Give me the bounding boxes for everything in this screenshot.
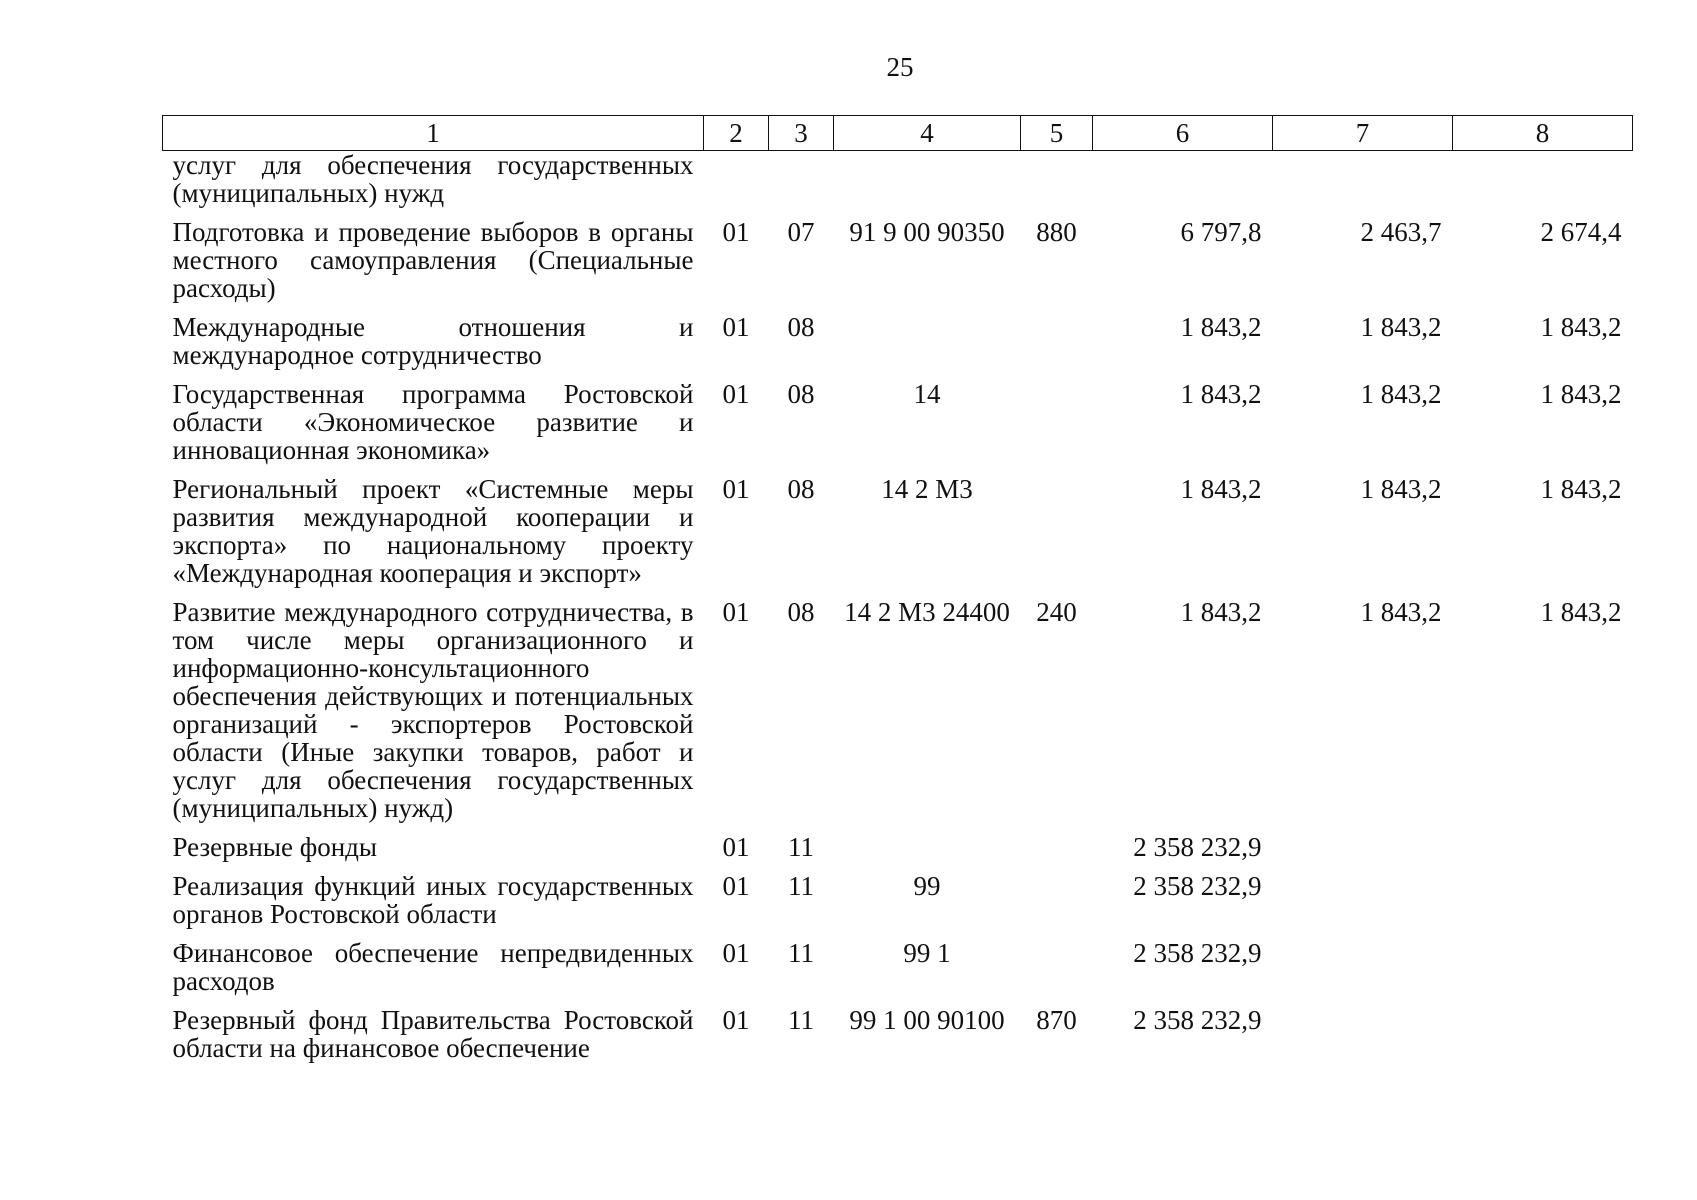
section-code: 01: [722, 597, 750, 627]
table-row: [163, 598, 1633, 833]
section-code: 01: [722, 312, 750, 342]
table-row: [163, 218, 1633, 313]
amount-col-7: [1273, 151, 1453, 219]
budget-table: [162, 115, 1633, 1073]
subsection-code: 11: [788, 938, 814, 968]
target-article-code: 14: [913, 379, 941, 409]
expense-type-code: 880: [1036, 217, 1077, 247]
header-col-5: 5: [1021, 116, 1093, 151]
expense-type-code: [1021, 151, 1093, 219]
amount-col-8: 2 674,4: [1540, 217, 1622, 247]
item-name: услуг для обеспечения государственных (муниципальных) нужд: [172, 150, 694, 208]
amount-col-8: [1453, 833, 1633, 872]
amount-col-8: [1453, 872, 1633, 939]
item-name: Подготовка и проведение выборов в органы местного самоуправления (Специальные расходы): [172, 217, 694, 303]
item-name: Резервный фонд Правительства Ростовской области на финансовое обеспечение: [172, 1005, 694, 1063]
amount-col-7: [1273, 833, 1453, 872]
subsection-code: 11: [788, 1005, 814, 1035]
section-code: 01: [722, 379, 750, 409]
target-article-code: 99: [913, 871, 941, 901]
header-col-1: 1: [163, 116, 704, 151]
expense-type-code: [1021, 475, 1093, 598]
amount-col-6: 1 843,2: [1180, 474, 1262, 504]
amount-col-7: 1 843,2: [1360, 474, 1442, 504]
amount-col-8: 1 843,2: [1540, 597, 1622, 627]
item-name: Развитие международного сотрудничества, в том числе меры организационного и информационно-консультационного обеспечения действующих и потенциальных организаций - экспортеров Ростовской области (Иные закупки товаров, работ и услуг для обеспечения государственных (муниципальных) нужд): [172, 597, 694, 823]
header-col-2: 2: [704, 116, 769, 151]
amount-col-8: [1453, 1006, 1633, 1073]
table-body: [163, 151, 1633, 1074]
target-article-code: 91 9 00 90350: [849, 217, 1005, 247]
subsection-code: 08: [787, 474, 815, 504]
header-col-6: 6: [1093, 116, 1273, 151]
amount-col-6: 2 358 232,9: [1133, 871, 1262, 901]
table-row: [163, 313, 1633, 380]
amount-col-7: 2 463,7: [1360, 217, 1442, 247]
target-article-code: [834, 313, 1021, 380]
table-header: [163, 116, 1633, 151]
item-name: Финансовое обеспечение непредвиденных расходов: [172, 938, 694, 996]
section-code: 01: [722, 938, 750, 968]
expense-type-code: 870: [1036, 1005, 1077, 1035]
table-row: [163, 380, 1633, 475]
header-col-3: 3: [769, 116, 834, 151]
amount-col-6: 1 843,2: [1180, 379, 1262, 409]
table-row: [163, 475, 1633, 598]
item-name: Региональный проект «Системные меры развития международной кооперации и экспорта» по национальному проекту «Международная кооперация и экспорт»: [172, 474, 694, 588]
table-row: [163, 1006, 1633, 1073]
amount-col-8: 1 843,2: [1540, 379, 1622, 409]
expense-type-code: [1021, 380, 1093, 475]
section-code: 01: [722, 474, 750, 504]
amount-col-6: 2 358 232,9: [1133, 1005, 1262, 1035]
table-row: [163, 833, 1633, 872]
amount-col-6: 1 843,2: [1180, 597, 1262, 627]
amount-col-8: 1 843,2: [1540, 474, 1622, 504]
subsection-code: 11: [788, 832, 814, 862]
amount-col-7: 1 843,2: [1360, 312, 1442, 342]
table-row: [163, 872, 1633, 939]
expense-type-code: [1021, 313, 1093, 380]
amount-col-7: [1273, 872, 1453, 939]
section-code: 01: [722, 832, 750, 862]
target-article-code: 99 1: [903, 938, 951, 968]
expense-type-code: [1021, 939, 1093, 1006]
expense-type-code: [1021, 872, 1093, 939]
item-name: Реализация функций иных государственных органов Ростовской области: [172, 871, 694, 929]
amount-col-7: 1 843,2: [1360, 379, 1442, 409]
subsection-code: 07: [787, 217, 815, 247]
target-article-code: [834, 833, 1021, 872]
table-row: [163, 151, 1633, 219]
amount-col-7: [1273, 939, 1453, 1006]
amount-col-6: 2 358 232,9: [1133, 832, 1262, 862]
header-col-8: 8: [1453, 116, 1633, 151]
subsection-code: 08: [787, 597, 815, 627]
target-article-code: 99 1 00 90100: [849, 1005, 1005, 1035]
section-code: [704, 151, 769, 219]
target-article-code: [834, 151, 1021, 219]
section-code: 01: [722, 1005, 750, 1035]
item-name: Международные отношения и международное сотрудничество: [172, 312, 694, 370]
amount-col-6: 2 358 232,9: [1133, 938, 1262, 968]
subsection-code: 08: [787, 379, 815, 409]
page-number: 25: [886, 52, 914, 82]
amount-col-8: [1453, 151, 1633, 219]
target-article-code: 14 2 М3 24400: [844, 597, 1010, 627]
header-col-4: 4: [834, 116, 1021, 151]
amount-col-8: 1 843,2: [1540, 312, 1622, 342]
section-code: 01: [722, 871, 750, 901]
subsection-code: 11: [788, 871, 814, 901]
expense-type-code: 240: [1036, 597, 1077, 627]
amount-col-8: [1453, 939, 1633, 1006]
amount-col-6: 6 797,8: [1180, 217, 1262, 247]
subsection-code: 08: [787, 312, 815, 342]
item-name: Государственная программа Ростовской области «Экономическое развитие и инновационная экономика»: [172, 379, 694, 465]
header-col-7: 7: [1273, 116, 1453, 151]
amount-col-6: [1093, 151, 1273, 219]
target-article-code: 14 2 М3: [881, 474, 973, 504]
amount-col-7: 1 843,2: [1360, 597, 1442, 627]
subsection-code: [769, 151, 834, 219]
table-row: [163, 939, 1633, 1006]
amount-col-6: 1 843,2: [1180, 312, 1262, 342]
amount-col-7: [1273, 1006, 1453, 1073]
expense-type-code: [1021, 833, 1093, 872]
item-name: Резервные фонды: [172, 832, 378, 862]
section-code: 01: [722, 217, 750, 247]
